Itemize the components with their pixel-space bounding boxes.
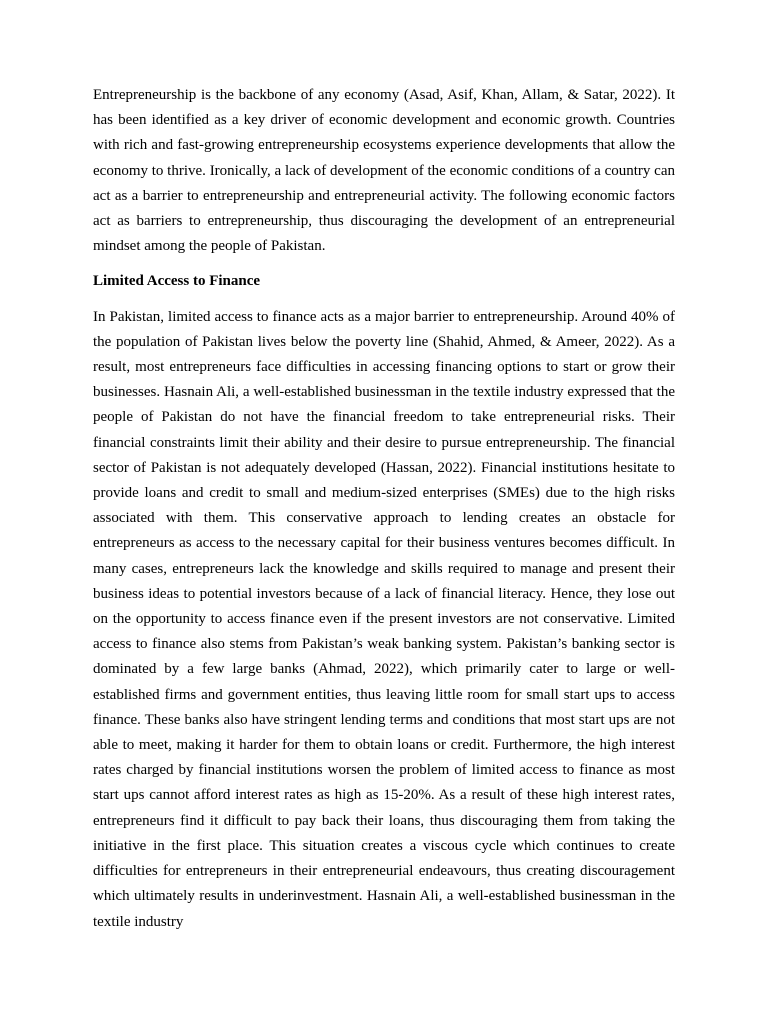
section-heading: Limited Access to Finance — [93, 273, 261, 290]
document-page — [93, 83, 675, 935]
intro-paragraph: Entrepreneurship is the backbone of any economy (Asad, Asif, Khan, Allam, & Satar, 2022). It has been identified as a key driver of economic development and economic growth. Countries with rich and fast-growing entrepreneurship ecosystems experience developments that allow the economy to thrive. Ironically, a lack of development of the economic conditions of a country can act as a barrier to entrepreneurship and entrepreneurial activity. The following economic factors act as barriers to entrepreneurship, thus discouraging the development of an entrepreneurial mindset among the people of Pakistan. — [93, 87, 675, 255]
section-paragraph: In Pakistan, limited access to finance acts as a major barrier to entrepreneurship. Around 40% of the population of Pakistan lives below the poverty line (Shahid, Ahmed, & Ameer, 2022). As a result, most entrepreneurs face difficulties in accessing financing options to start or grow their businesses. Hasnain Ali, a well-established businessman in the textile industry expressed that the people of Pakistan do not have the financial freedom to take entrepreneurial risks. Their financial constraints limit their ability and their desire to pursue entrepreneurship. The financial sector of Pakistan is not adequately developed (Hassan, 2022). Financial institutions hesitate to provide loans and credit to small and medium-sized enterprises (SMEs) due to the high risks associated with them. This conservative approach to lending creates an obstacle for entrepreneurs as access to the necessary capital for their business ventures becomes difficult. In many cases, entrepreneurs lack the knowledge and skills required to manage and present their business ideas to potential investors because of a lack of financial literacy. Hence, they lose out on the opportunity to access finance even if the present investors are not conservative. Limited access to finance also stems from Pakistan’s weak banking system. Pakistan’s banking sector is dominated by a few large banks (Ahmad, 2022), which primarily cater to large or well-established firms and government entities, thus leaving little room for small start ups to access finance. These banks also have stringent lending terms and conditions that most start ups are not able to meet, making it harder for them to obtain loans or credit. Furthermore, the high interest rates charged by financial institutions worsen the problem of limited access to finance as most start ups cannot afford interest rates as high as 15-20%. As a result of these high interest rates, entrepreneurs find it difficult to pay back their loans, thus discouraging them from taking the initiative in the first place. This situation creates a viscous cycle which continues to create difficulties for entrepreneurs in their entrepreneurial endeavours, thus creating discouragement which ultimately results in underinvestment. Hasnain Ali, a well-established businessman in the textile industry — [93, 308, 675, 930]
